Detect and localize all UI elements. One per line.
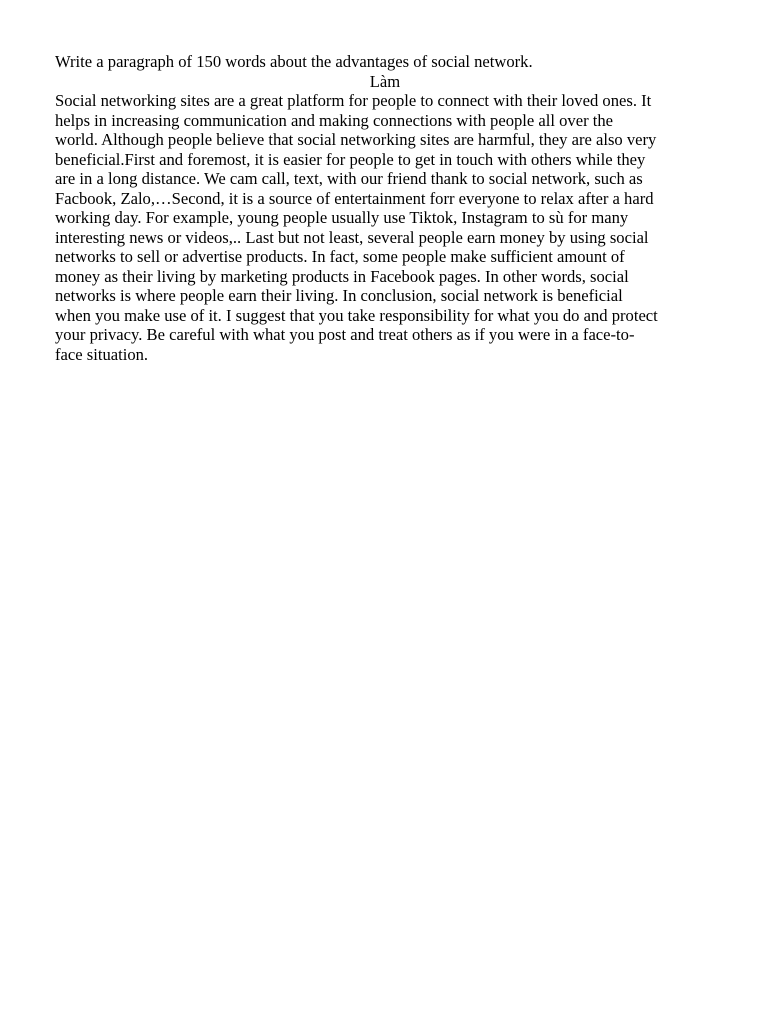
author-name: Làm <box>369 71 401 91</box>
essay-line: money as their living by marketing products in Facebook pages. In other words, social <box>55 266 629 286</box>
essay-line: helps in increasing communication and making connections with people all over the <box>55 110 614 130</box>
essay-line: networks is where people earn their living. In conclusion, social network is beneficial <box>55 286 623 305</box>
assignment-prompt: Write a paragraph of 150 words about the advantages of social network. <box>55 52 533 71</box>
essay-line: Facbook, Zalo,…Second, it is a source of entertainment forr everyone to relax after a hard <box>55 188 654 208</box>
essay-line: world. Although people believe that social networking sites are harmful, they are also very <box>55 130 657 149</box>
essay-line: face situation. <box>55 344 149 364</box>
essay-line: working day. For example, young people usually use Tiktok, Instagram to sù for many <box>55 208 629 227</box>
document-content <box>55 52 715 364</box>
essay-line: when you make use of it. I suggest that you take responsibility for what you do and protect <box>55 305 658 325</box>
essay-line: interesting news or videos,.. Last but not least, several people earn money by using social <box>55 227 649 247</box>
essay-line: beneficial.First and foremost, it is easier for people to get in touch with others while they <box>55 149 646 169</box>
essay-line: networks to sell or advertise products. In fact, some people make sufficient amount of <box>55 247 625 266</box>
essay-paragraph <box>55 91 715 364</box>
essay-line: Social networking sites are a great platform for people to connect with their loved ones. It <box>55 91 652 110</box>
essay-line: are in a long distance. We cam call, text, with our friend thank to social network, such as <box>55 169 643 188</box>
essay-line: your privacy. Be careful with what you post and treat others as if you were in a face-to- <box>55 325 635 344</box>
